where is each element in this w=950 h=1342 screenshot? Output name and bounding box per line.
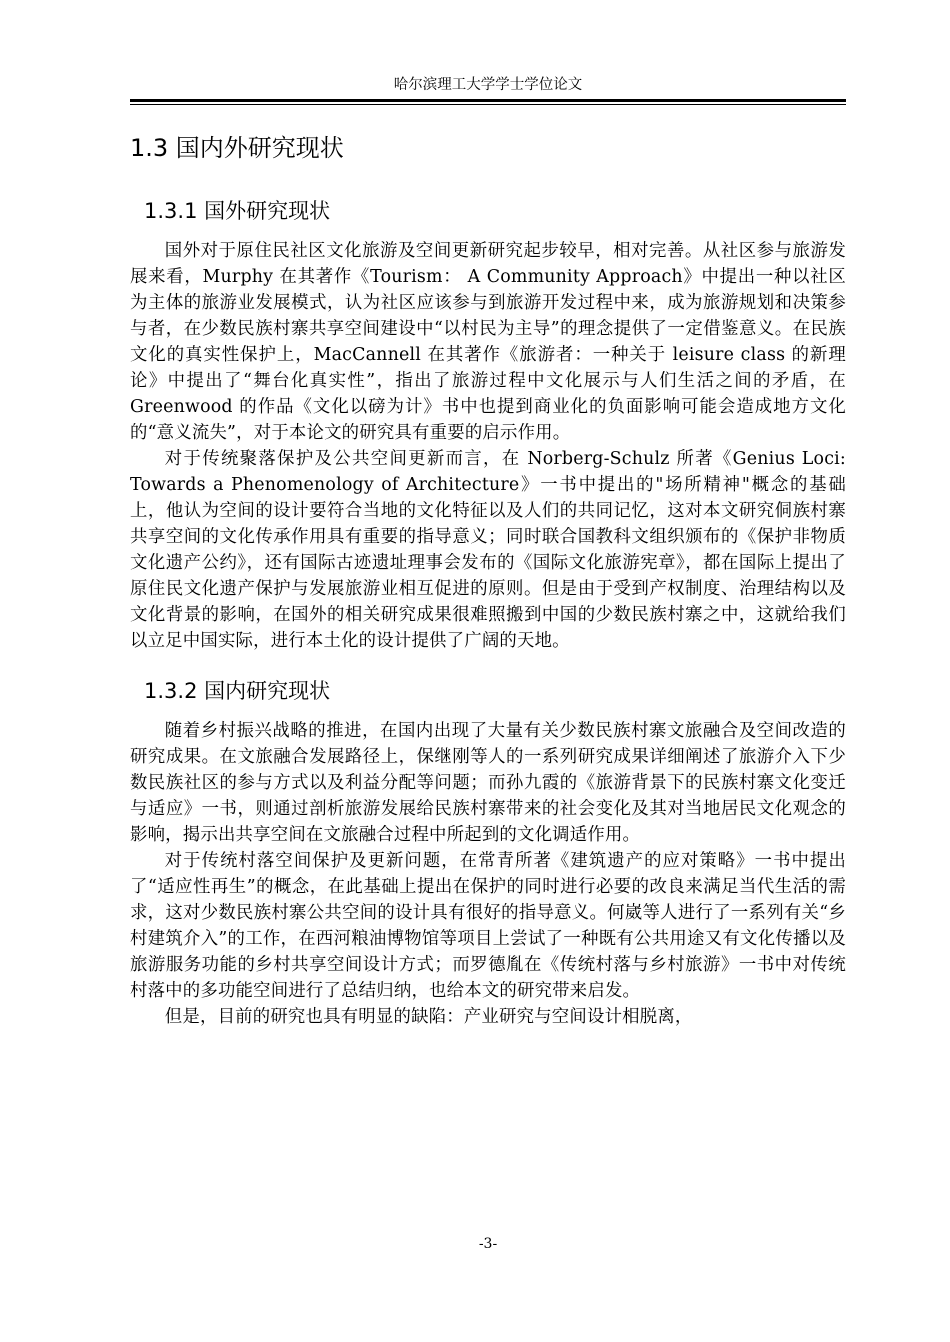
body-paragraph: 国外对于原住民社区文化旅游及空间更新研究起步较早，相对完善。从社区参与旅游发展来看，Murphy 在其著作《Tourism： A Community Approach》中提出一种以社区为主体的旅游业发展模式，认为社区应该参与到旅游开发过程中来，成为旅游规划和决策参与者，在少数民族村寨共享空间建设中“以村民为主导”的理念提供了一定借鉴意义。在民族文化的真实性保护上，MacCannell 在其著作《旅游者：一种关于 leisure class 的新理论》中提出了“舞台化真实性”，指出了旅游过程中文化展示与人们生活之间的矛盾，在 Greenwood 的作品《文化以磅为计》书中也提到商业化的负面影响可能会造成地方文化的“意义流失”，对于本论文的研究具有重要的启示作用。 bbox=[130, 241, 846, 443]
body-paragraph: 对于传统聚落保护及公共空间更新而言，在 Norberg-Schulz 所著《Genius Loci: Towards a Phenomenology of Architecture》一书中提出的"场所精神"概念的基础上，他认为空间的设计要符合当地的文化特征以及人们的共同记忆，这对本文研究侗族村寨共享空间的文化传承作用具有重要的指导意义；同时联合国教科文组织颁布的《保护非物质文化遗产公约》，还有国际古迹遗址理事会发布的《国际文化旅游宪章》，都在国际上提出了原住民文化遗产保护与发展旅游业相互促进的原则。但是由于受到产权制度、治理结构以及文化背景的影响，在国外的相关研究成果很难照搬到中国的少数民族村寨之中，这就给我们以立足中国实际，进行本土化的设计提供了广阔的天地。 bbox=[130, 449, 846, 651]
header-rule-thin bbox=[130, 104, 846, 105]
header-rule-thick bbox=[130, 99, 846, 102]
running-header: 哈尔滨理工大学学士学位论文 bbox=[393, 77, 583, 93]
body-paragraph: 对于传统村落空间保护及更新问题，在常青所著《建筑遗产的应对策略》一书中提出了“适应性再生”的概念，在此基础上提出在保护的同时进行必要的改良来满足当代生活的需求，这对少数民族村寨公共空间的设计具有很好的指导意义。何崴等人进行了一系列有关“乡村建筑介入”的工作，在西河粮油博物馆等项目上尝试了一种既有公共用途又有文化传播以及旅游服务功能的乡村共享空间设计方式；而罗德胤在《传统村落与乡村旅游》一书中对传统村落中的多功能空间进行了总结归纳，也给本文的研究带来启发。 bbox=[130, 851, 846, 1001]
body-paragraph: 但是，目前的研究也具有明显的缺陷：产业研究与空间设计相脱离， bbox=[164, 1007, 693, 1027]
subsection-heading-foreign: 1.3.1 国外研究现状 bbox=[144, 199, 331, 223]
page-number: -3- bbox=[478, 1236, 498, 1252]
section-heading: 1.3 国内外研究现状 bbox=[130, 134, 344, 162]
subsection-heading-domestic: 1.3.2 国内研究现状 bbox=[144, 679, 331, 703]
body-paragraph: 随着乡村振兴战略的推进，在国内出现了大量有关少数民族村寨文旅融合及空间改造的研究成果。在文旅融合发展路径上，保继刚等人的一系列研究成果详细阐述了旅游介入下少数民族社区的参与方式以及利益分配等问题；而孙九霞的《旅游背景下的民族村寨文化变迁与适应》一书，则通过剖析旅游发展给民族村寨带来的社会变化及其对当地居民文化观念的影响，揭示出共享空间在文旅融合过程中所起到的文化调适作用。 bbox=[130, 721, 846, 845]
page-content bbox=[130, 132, 846, 1030]
